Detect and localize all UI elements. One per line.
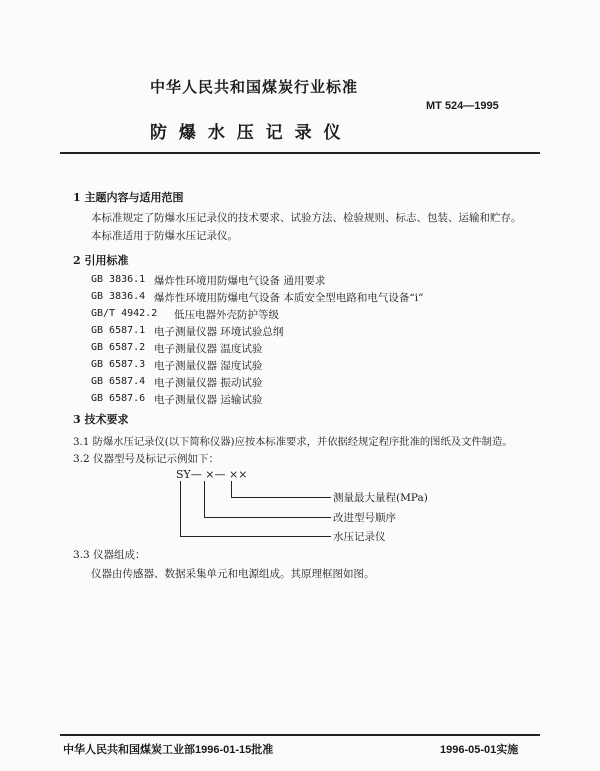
clause-3-3: 3.3 仪器组成： — [73, 549, 146, 561]
section-1-paragraph-1: 本标准规定了防爆水压记录仪的技术要求、试验方法、检验规则、标志、包装、运输和贮存。 — [91, 212, 522, 224]
footer-rule — [60, 734, 540, 736]
label-max-range: 测量最大量程(MPa) — [333, 492, 428, 504]
ref-code: GB 3836.1 — [91, 274, 146, 285]
leader-line — [231, 481, 232, 498]
clause-3-1: 3.1 防爆水压记录仪(以下简称仪器)应按本标准要求，并依据经规定程序批准的图纸及文件制造。 — [73, 436, 513, 448]
approval-line: 中华人民共和国煤炭工业部1996-01-15批准 — [63, 744, 274, 756]
label-improvement-order: 改进型号顺序 — [333, 512, 396, 524]
leader-line — [231, 497, 331, 498]
section-1-paragraph-2: 本标准适用于防爆水压记录仪。 — [91, 230, 238, 242]
leader-line — [204, 517, 331, 518]
leader-line — [180, 536, 331, 537]
label-water-pressure-recorder: 水压记录仪 — [333, 531, 386, 543]
section-3-heading: 3 技术要求 — [73, 413, 129, 426]
leader-line — [180, 481, 181, 537]
ref-code: GB 6587.2 — [91, 342, 146, 353]
header-rule — [60, 152, 540, 154]
org-title: 中华人民共和国煤炭行业标准 — [150, 78, 359, 96]
ref-title: 电子测量仪器 运输试验 — [154, 394, 263, 406]
document-title: 防 爆 水 压 记 录 仪 — [150, 123, 344, 143]
section-2-heading: 2 引用标准 — [73, 254, 129, 267]
model-designation: SY— ×— ×× — [176, 468, 248, 481]
ref-code: GB 6587.6 — [91, 393, 146, 404]
leader-line — [204, 481, 205, 518]
ref-title: 电子测量仪器 温度试验 — [154, 343, 263, 355]
clause-3-3-paragraph: 仪器由传感器、数据采集单元和电源组成。其原理框图如图。 — [91, 568, 375, 580]
ref-title: 电子测量仪器 湿度试验 — [154, 360, 263, 372]
ref-code: GB 6587.4 — [91, 376, 146, 387]
ref-title: 爆炸性环境用防爆电气设备 本质安全型电路和电气设备“i” — [154, 292, 424, 304]
clause-3-2: 3.2 仪器型号及标记示例如下： — [73, 453, 220, 465]
ref-code: GB 3836.4 — [91, 291, 146, 302]
section-1-heading: 1 主题内容与适用范围 — [73, 191, 184, 204]
ref-code: GB 6587.3 — [91, 359, 146, 370]
ref-code: GB/T 4942.2 — [91, 308, 158, 319]
ref-title: 电子测量仪器 振动试验 — [154, 377, 263, 389]
ref-title: 爆炸性环境用防爆电气设备 通用要求 — [154, 275, 326, 287]
ref-code: GB 6587.1 — [91, 325, 146, 336]
effective-date: 1996-05-01实施 — [440, 744, 519, 756]
ref-title: 电子测量仪器 环境试验总纲 — [154, 326, 284, 338]
ref-title: 低压电器外壳防护等级 — [174, 309, 279, 321]
standard-number: MT 524—1995 — [426, 100, 499, 112]
